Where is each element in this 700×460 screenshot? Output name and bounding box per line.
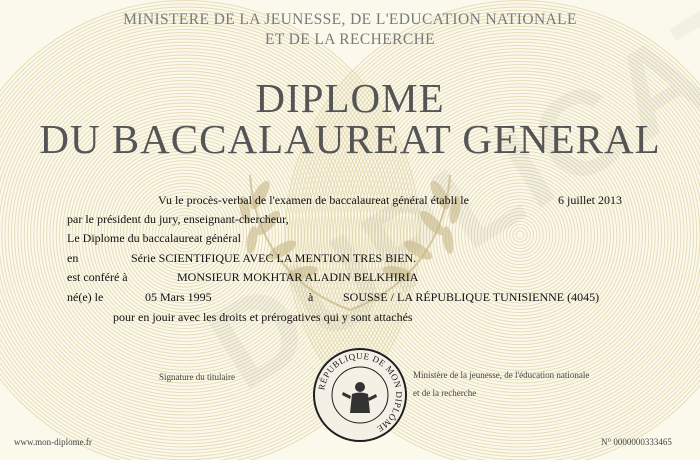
- birth-place: SOUSSE / LA RÉPUBLIQUE TUNISIENNE (4045): [343, 290, 600, 304]
- footer-website: www.mon-diplome.fr: [14, 437, 92, 447]
- ministry-header-line1: MINISTERE DE LA JEUNESSE, DE L'EDUCATION NATIONALE: [123, 11, 577, 28]
- seal-text: RÉPUBLIQUE DE MON DIPLÔME: [316, 350, 405, 435]
- holder-signature-label: Signature du titulaire: [159, 372, 235, 382]
- en-label: en: [67, 251, 79, 265]
- diploma-title-line2: DU BACCALAUREAT GENERAL: [39, 116, 661, 162]
- series-text: Série SCIENTIFIQUE AVEC LA MENTION TRES BIEN.: [131, 251, 417, 265]
- at-label: à: [308, 290, 314, 304]
- diploma-text: Le Diplome du baccalaureat général: [67, 231, 241, 245]
- birth-date: 05 Mars 1995: [145, 290, 212, 304]
- ministry-signature-line2: et de la recherche: [413, 388, 477, 398]
- diploma-title-line1: DIPLOME: [255, 75, 445, 121]
- jury-text: par le président du jury, enseignant-chercheur,: [67, 212, 289, 226]
- conferred-label: est conféré à: [67, 270, 128, 284]
- ministry-header-line2: ET DE LA RECHERCHE: [264, 31, 436, 48]
- certificate-number: N° 0000000333465: [601, 437, 672, 447]
- official-seal-stamp: [312, 347, 408, 443]
- holder-name: MONSIEUR MOKHTAR ALADIN BELKHIRIA: [177, 270, 419, 284]
- exam-date: 6 juillet 2013: [558, 193, 622, 207]
- ministry-signature-line1: Ministère de la jeunesse, de l'éducation nationale: [413, 370, 590, 380]
- intro-text: Vu le procès-verbal de l'examen de baccalaureat général établi le: [158, 193, 469, 207]
- rights-text: pour en jouir avec les droits et prérogatives qui y sont attachés: [113, 310, 413, 324]
- born-label: né(e) le: [67, 290, 104, 304]
